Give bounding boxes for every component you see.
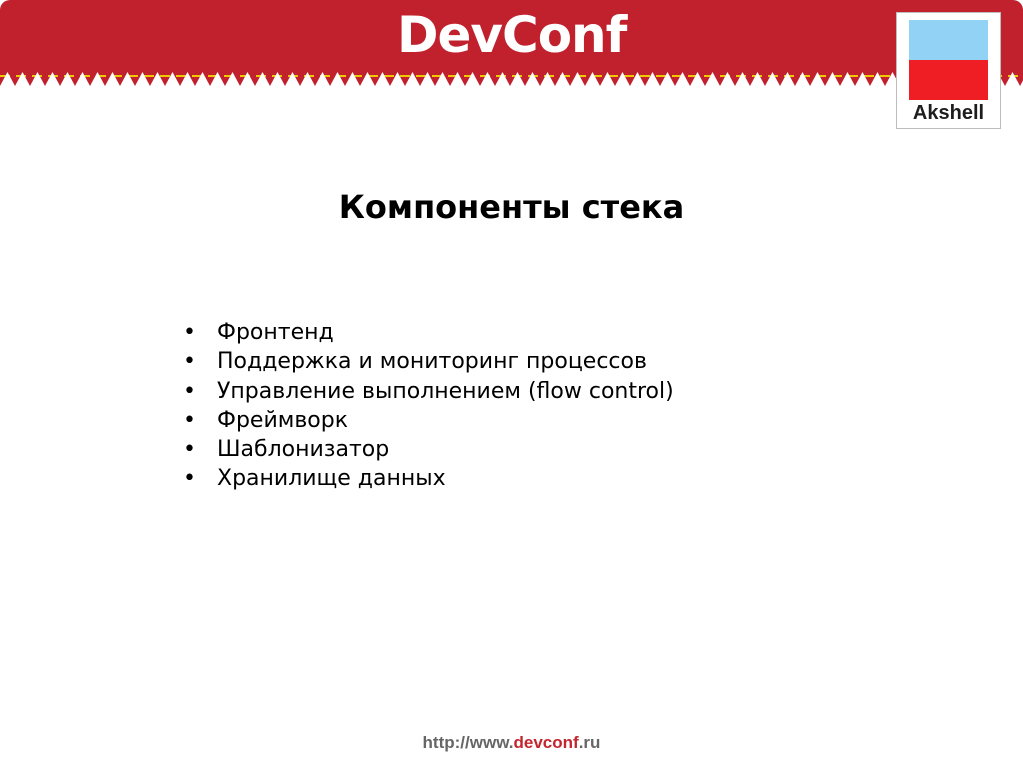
bullet-item <box>183 435 674 464</box>
bullet-item <box>183 377 674 406</box>
bullet-dot: • <box>183 437 196 463</box>
bullet-item <box>183 347 674 376</box>
akshell-logo-text: Akshell <box>912 102 985 124</box>
bullet-text: Управление выполнением (flow control) <box>217 378 674 404</box>
slide-title: Компоненты стека <box>338 188 685 226</box>
bullet-text: Поддержка и мониторинг процессов <box>217 349 647 375</box>
bullet-list <box>183 318 674 494</box>
bullet-item <box>183 318 674 347</box>
akshell-logo <box>896 12 1001 129</box>
bullet-dot: • <box>183 378 196 404</box>
bullet-text: Шаблонизатор <box>217 437 390 463</box>
bullet-text: Фреймворк <box>217 407 349 433</box>
footer-url-brand: devconf <box>513 733 579 752</box>
bullet-item <box>183 406 674 435</box>
bullet-dot: • <box>183 407 196 433</box>
akshell-logo-sky <box>909 20 988 60</box>
footer-url-tld: .ru <box>578 733 601 752</box>
bullet-dot: • <box>183 320 196 345</box>
devconf-logo: DevConf <box>397 6 627 64</box>
footer-url-prefix: http://www. <box>422 733 514 752</box>
footer-url[interactable] <box>0 733 1023 753</box>
bullet-dot: • <box>183 466 196 492</box>
akshell-logo-red <box>909 60 988 100</box>
bullet-dot: • <box>183 349 196 375</box>
bullet-text: Хранилище данных <box>217 466 446 492</box>
bullet-item <box>183 464 674 493</box>
bullet-text: Фронтенд <box>217 320 334 345</box>
